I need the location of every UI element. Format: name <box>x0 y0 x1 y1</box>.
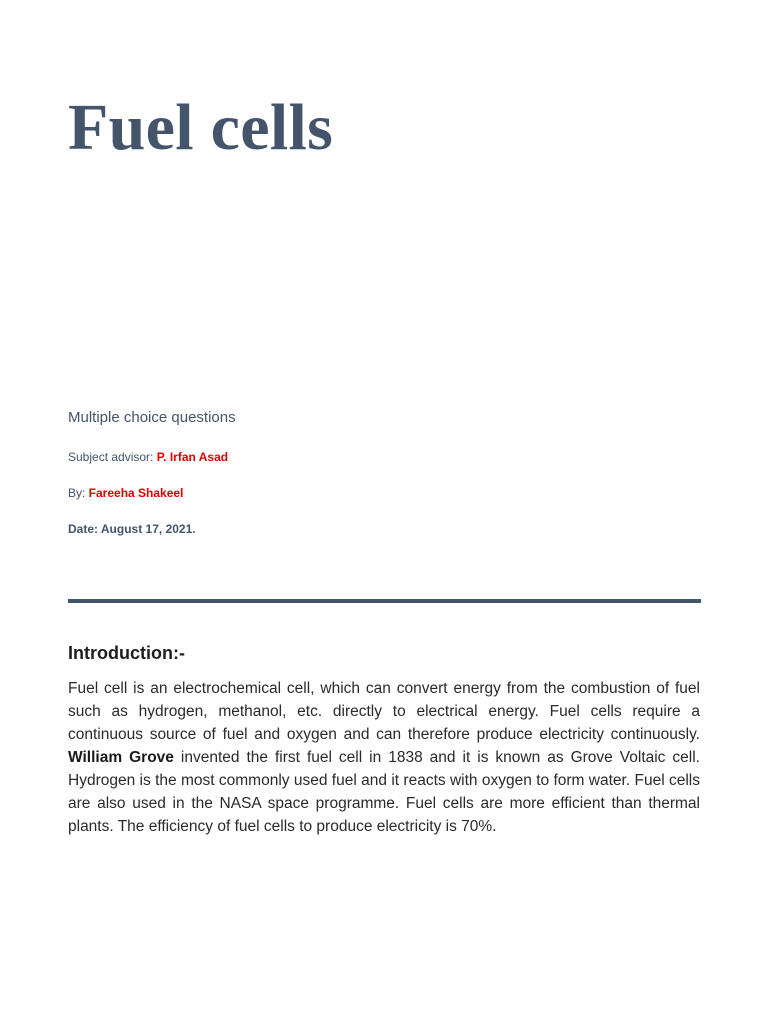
horizontal-divider <box>68 599 701 603</box>
document-subtitle: Multiple choice questions <box>68 409 236 426</box>
date-line: Date: August 17, 2021. <box>68 522 196 536</box>
subject-advisor-name: P. Irfan Asad <box>156 450 229 464</box>
introduction-text-end: invented the first fuel cell in 1838 and it is known as Grove Voltaic cell. Hydrogen is the most commonly used fuel and it reacts with oxygen to form water. Fuel cells are also used in the NASA space programme. Fuel cells are more efficient than thermal plants. The efficiency of fuel cells to produce electricity is 70%. <box>68 749 700 835</box>
author-name: Fareeha Shakeel <box>88 486 184 500</box>
introduction-heading: Introduction:- <box>68 643 185 663</box>
author-label: By: <box>68 486 89 500</box>
introduction-paragraph <box>68 677 700 838</box>
introduction-text-start: Fuel cell is an electrochemical cell, which can convert energy from the combustion of fuel such as hydrogen, methanol, etc. directly to electrical energy. Fuel cells require a continuous source of fuel and oxygen and can therefore produce electricity continuously. <box>68 680 700 743</box>
subject-advisor-label: Subject advisor: <box>68 450 157 464</box>
document-title: Fuel cells <box>68 91 334 164</box>
author-line <box>68 486 183 500</box>
subject-advisor-line <box>68 450 228 464</box>
william-grove-name: William Grove <box>68 749 174 766</box>
